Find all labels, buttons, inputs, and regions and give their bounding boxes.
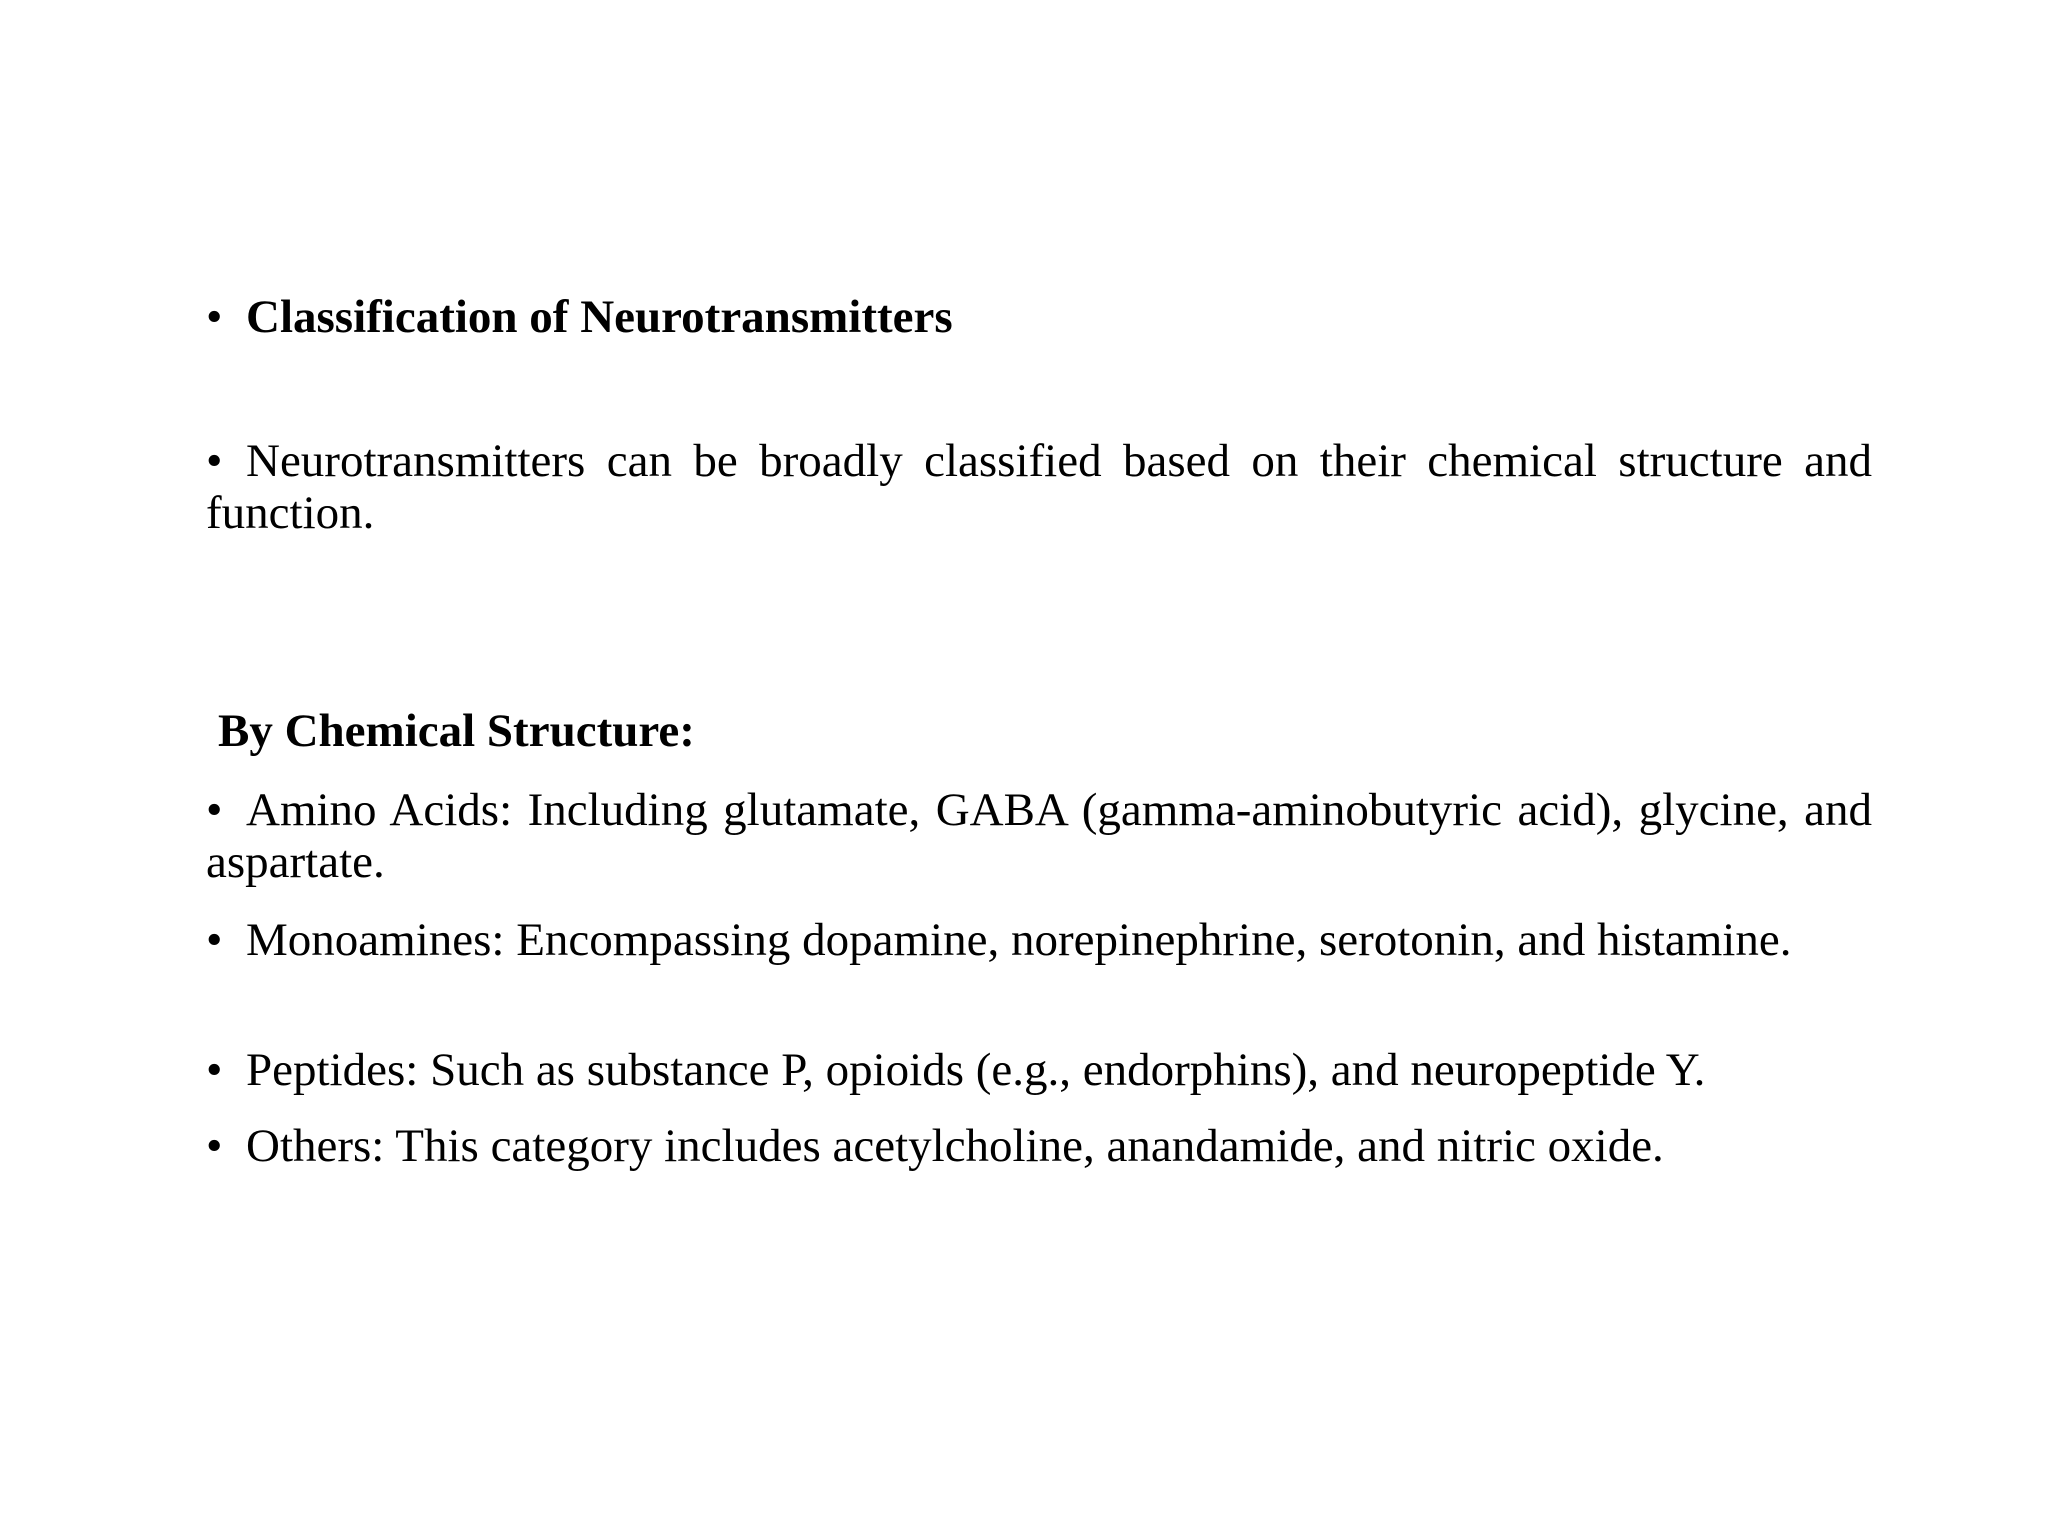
list-item (206, 1044, 1872, 1096)
subheading-block (218, 705, 1884, 757)
slide-title: Classification of Neurotransmitters (246, 291, 953, 343)
intro-text: Neurotransmitters can be broadly classified based on their chemical structure and function. (206, 435, 1872, 539)
subheading: By Chemical Structure: (218, 705, 695, 757)
list-item (206, 914, 1872, 966)
bullet-icon: • (206, 1044, 223, 1096)
list-item (206, 784, 1872, 888)
bullet-icon: • (206, 1120, 223, 1172)
title-bullet (206, 291, 1872, 343)
bullet-icon: • (206, 914, 223, 966)
bullet-icon: • (206, 784, 223, 836)
list-item (206, 1120, 1872, 1172)
list-item-text: Peptides: Such as substance P, opioids (e.g., endorphins), and neuropeptide Y. (246, 1044, 1706, 1096)
list-item-text: Monoamines: Encompassing dopamine, norepinephrine, serotonin, and histamine. (246, 914, 1792, 966)
list-item-text: Amino Acids: Including glutamate, GABA (gamma-aminobutyric acid), glycine, and aspartate. (206, 784, 1872, 888)
bullet-icon: • (206, 435, 223, 487)
list-item-text: Others: This category includes acetylcholine, anandamide, and nitric oxide. (246, 1120, 1664, 1172)
intro-bullet (206, 435, 1872, 539)
bullet-icon: • (206, 291, 223, 343)
